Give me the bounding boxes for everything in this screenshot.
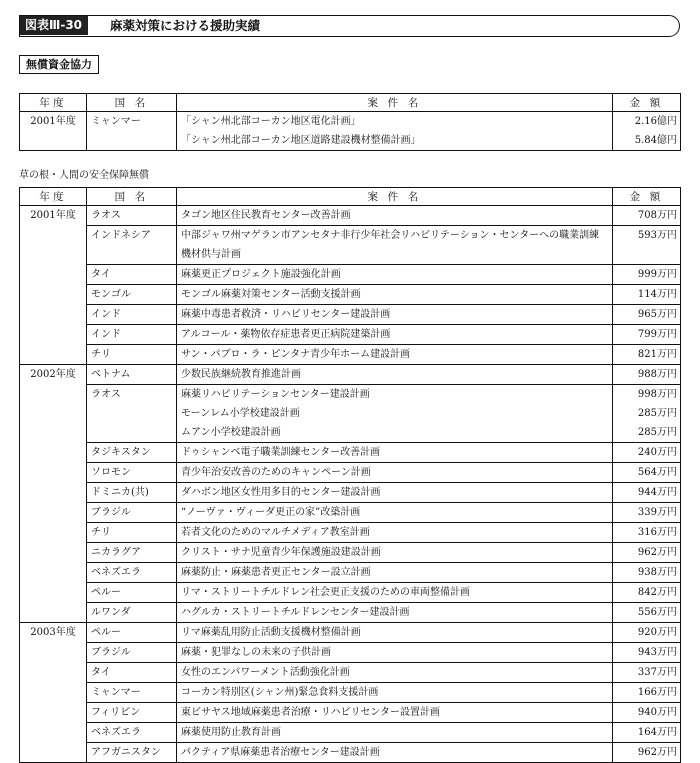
table-row bbox=[20, 285, 681, 305]
cell-amount: 821万円 bbox=[613, 345, 681, 365]
cell-year bbox=[20, 265, 87, 285]
cell-year bbox=[20, 305, 87, 325]
cell-country: インド bbox=[87, 325, 177, 345]
cell-year: 2002年度 bbox=[20, 365, 87, 385]
cell-amount: 962万円 bbox=[613, 543, 681, 563]
cell-project: クリスト・サナ児童青少年保護施設建設計画 bbox=[177, 543, 613, 563]
cell-year bbox=[20, 423, 87, 443]
header-project: 案 件 名 bbox=[177, 94, 613, 112]
table-header-row bbox=[20, 94, 681, 112]
cell-year bbox=[20, 404, 87, 423]
header-amount: 金 額 bbox=[613, 94, 681, 112]
header-country: 国 名 bbox=[87, 94, 177, 112]
cell-year: 2001年度 bbox=[20, 206, 87, 226]
cell-project: 青少年治安改善のためのキャンペーン計画 bbox=[177, 463, 613, 483]
cell-project: 女性のエンパワーメント活動強化計画 bbox=[177, 663, 613, 683]
table-row bbox=[20, 523, 681, 543]
cell-project: 麻薬中毒患者救済・リハビリセンター建設計画 bbox=[177, 305, 613, 325]
cell-country: フィリピン bbox=[87, 703, 177, 723]
cell-amount: 5.84億円 bbox=[613, 131, 681, 151]
header-amount: 金 額 bbox=[613, 188, 681, 206]
cell-project: 麻薬更正プロジェクト施設強化計画 bbox=[177, 265, 613, 285]
cell-country: ラオス bbox=[87, 206, 177, 226]
cell-project: ドゥシャンベ電子職業訓練センター改善計画 bbox=[177, 443, 613, 463]
figure-title-bar bbox=[19, 15, 680, 37]
cell-project: 東ビサヤス地域麻薬患者治療・リハビリセンター設置計画 bbox=[177, 703, 613, 723]
cell-project: リマ麻薬乱用防止活動支援機材整備計画 bbox=[177, 623, 613, 643]
cell-year bbox=[20, 226, 87, 265]
header-year: 年度 bbox=[20, 188, 87, 206]
cell-year bbox=[20, 743, 87, 763]
cell-country: インド bbox=[87, 305, 177, 325]
cell-amount: 940万円 bbox=[613, 703, 681, 723]
cell-year bbox=[20, 483, 87, 503]
cell-year bbox=[20, 385, 87, 405]
table-row bbox=[20, 423, 681, 443]
cell-country: ブラジル bbox=[87, 503, 177, 523]
cell-country: アフガニスタン bbox=[87, 743, 177, 763]
cell-country: ミャンマー bbox=[87, 683, 177, 703]
table-row bbox=[20, 463, 681, 483]
cell-project: “ノーヴァ・ヴィーダ更正の家”改築計画 bbox=[177, 503, 613, 523]
cell-amount: 166万円 bbox=[613, 683, 681, 703]
table-row bbox=[20, 443, 681, 463]
section-grant-aid-label: 無償資金協力 bbox=[19, 55, 99, 74]
cell-amount: 988万円 bbox=[613, 365, 681, 385]
cell-project: 少数民族継続教育推進計画 bbox=[177, 365, 613, 385]
cell-amount: 337万円 bbox=[613, 663, 681, 683]
cell-amount: 240万円 bbox=[613, 443, 681, 463]
table-row bbox=[20, 206, 681, 226]
cell-year bbox=[20, 345, 87, 365]
figure-number-badge: 図表Ⅲ-30 bbox=[20, 16, 88, 35]
cell-country: ペルー bbox=[87, 583, 177, 603]
cell-country: ペルー bbox=[87, 623, 177, 643]
cell-project: ダハボン地区女性用多目的センター建設計画 bbox=[177, 483, 613, 503]
table-row bbox=[20, 385, 681, 405]
table-row bbox=[20, 345, 681, 365]
cell-project: 麻薬・犯罪なしの未来の子供計画 bbox=[177, 643, 613, 663]
cell-amount: 943万円 bbox=[613, 643, 681, 663]
cell-project: 「シャン州北部コーカン地区道路建設機材整備計画」 bbox=[177, 131, 613, 151]
cell-project: コーカン特別区(シャン州)緊急食料支援計画 bbox=[177, 683, 613, 703]
table-row bbox=[20, 723, 681, 743]
cell-amount: 842万円 bbox=[613, 583, 681, 603]
cell-project: 中部ジャワ州マゲラン市アンセタナ非行少年社会リハビリテーション・センターへの職業訓練機材供与計画 bbox=[177, 226, 613, 265]
table-header-row bbox=[20, 188, 681, 206]
cell-project: パクティア県麻薬患者治療センター建設計画 bbox=[177, 743, 613, 763]
table-row bbox=[20, 112, 681, 132]
cell-year bbox=[20, 543, 87, 563]
cell-year: 2001年度 bbox=[20, 112, 87, 132]
cell-amount: 920万円 bbox=[613, 623, 681, 643]
cell-country bbox=[87, 404, 177, 423]
table-row bbox=[20, 703, 681, 723]
cell-project: リマ・ストリートチルドレン社会更正支援のための車両整備計画 bbox=[177, 583, 613, 603]
cell-year bbox=[20, 563, 87, 583]
cell-project: サン・パブロ・ラ・ピンタナ青少年ホーム建設計画 bbox=[177, 345, 613, 365]
cell-amount: 285万円 bbox=[613, 423, 681, 443]
cell-year bbox=[20, 463, 87, 483]
cell-amount: 2.16億円 bbox=[613, 112, 681, 132]
cell-amount: 962万円 bbox=[613, 743, 681, 763]
cell-country: ルワンダ bbox=[87, 603, 177, 623]
table-row bbox=[20, 743, 681, 763]
figure-title: 麻薬対策における援助実績 bbox=[110, 18, 261, 33]
table-row bbox=[20, 226, 681, 265]
cell-year bbox=[20, 325, 87, 345]
cell-country: タジキスタン bbox=[87, 443, 177, 463]
cell-country: モンゴル bbox=[87, 285, 177, 305]
cell-year bbox=[20, 643, 87, 663]
cell-year bbox=[20, 503, 87, 523]
table-row bbox=[20, 483, 681, 503]
table-row bbox=[20, 305, 681, 325]
cell-country: ベトナム bbox=[87, 365, 177, 385]
cell-amount: 556万円 bbox=[613, 603, 681, 623]
table-row bbox=[20, 404, 681, 423]
grant-aid-table bbox=[19, 93, 681, 151]
table-row bbox=[20, 623, 681, 643]
table-row bbox=[20, 131, 681, 151]
cell-country: ブラジル bbox=[87, 643, 177, 663]
table-row bbox=[20, 683, 681, 703]
cell-project: モーンレム小学校建設計画 bbox=[177, 404, 613, 423]
cell-country: ミャンマー bbox=[87, 112, 177, 132]
cell-amount: 799万円 bbox=[613, 325, 681, 345]
table-row bbox=[20, 265, 681, 285]
cell-year bbox=[20, 131, 87, 151]
cell-country: ベネズエラ bbox=[87, 723, 177, 743]
cell-year bbox=[20, 443, 87, 463]
cell-amount: 316万円 bbox=[613, 523, 681, 543]
header-project: 案 件 名 bbox=[177, 188, 613, 206]
cell-country bbox=[87, 423, 177, 443]
cell-project: アルコール・薬物依存症患者更正病院建築計画 bbox=[177, 325, 613, 345]
section-grassroots-label: 草の根・人間の安全保障無償 bbox=[19, 170, 149, 181]
table-row bbox=[20, 325, 681, 345]
cell-amount: 564万円 bbox=[613, 463, 681, 483]
table-row bbox=[20, 503, 681, 523]
cell-country: インドネシア bbox=[87, 226, 177, 265]
cell-country: ドミニカ(共) bbox=[87, 483, 177, 503]
cell-year bbox=[20, 723, 87, 743]
cell-country: ニカラグア bbox=[87, 543, 177, 563]
cell-country: ソロモン bbox=[87, 463, 177, 483]
cell-project: 麻薬使用防止教育計画 bbox=[177, 723, 613, 743]
table-row bbox=[20, 365, 681, 385]
cell-project: ムアン小学校建設計画 bbox=[177, 423, 613, 443]
header-country: 国 名 bbox=[87, 188, 177, 206]
header-year: 年度 bbox=[20, 94, 87, 112]
cell-amount: 938万円 bbox=[613, 563, 681, 583]
table-row bbox=[20, 603, 681, 623]
table-row bbox=[20, 543, 681, 563]
table-row bbox=[20, 663, 681, 683]
cell-amount: 114万円 bbox=[613, 285, 681, 305]
cell-country: ベネズエラ bbox=[87, 563, 177, 583]
cell-year bbox=[20, 285, 87, 305]
cell-country: タイ bbox=[87, 265, 177, 285]
cell-amount: 965万円 bbox=[613, 305, 681, 325]
cell-country bbox=[87, 131, 177, 151]
cell-project: モンゴル麻薬対策センター活動支援計画 bbox=[177, 285, 613, 305]
cell-year bbox=[20, 523, 87, 543]
cell-project: 麻薬リハビリテーションセンター建設計画 bbox=[177, 385, 613, 405]
cell-year bbox=[20, 703, 87, 723]
cell-country: ラオス bbox=[87, 385, 177, 405]
cell-project: 若者文化のためのマルチメディア教室計画 bbox=[177, 523, 613, 543]
cell-amount: 593万円 bbox=[613, 226, 681, 265]
grassroots-aid-table bbox=[19, 187, 681, 763]
cell-project: 麻薬防止・麻薬患者更正センター設立計画 bbox=[177, 563, 613, 583]
cell-amount: 164万円 bbox=[613, 723, 681, 743]
cell-year bbox=[20, 663, 87, 683]
cell-project: 「シャン州北部コーカン地区電化計画」 bbox=[177, 112, 613, 132]
cell-amount: 998万円 bbox=[613, 385, 681, 405]
cell-country: チリ bbox=[87, 523, 177, 543]
cell-year bbox=[20, 683, 87, 703]
cell-year bbox=[20, 603, 87, 623]
cell-year bbox=[20, 583, 87, 603]
cell-amount: 339万円 bbox=[613, 503, 681, 523]
table-row bbox=[20, 563, 681, 583]
table-row bbox=[20, 583, 681, 603]
cell-country: チリ bbox=[87, 345, 177, 365]
cell-project: ハグルカ・ストリートチルドレンセンター建設計画 bbox=[177, 603, 613, 623]
cell-country: タイ bbox=[87, 663, 177, 683]
table-row bbox=[20, 643, 681, 663]
cell-amount: 285万円 bbox=[613, 404, 681, 423]
cell-amount: 944万円 bbox=[613, 483, 681, 503]
cell-amount: 708万円 bbox=[613, 206, 681, 226]
cell-year: 2003年度 bbox=[20, 623, 87, 643]
cell-amount: 999万円 bbox=[613, 265, 681, 285]
cell-project: タゴン地区住民教育センター改善計画 bbox=[177, 206, 613, 226]
